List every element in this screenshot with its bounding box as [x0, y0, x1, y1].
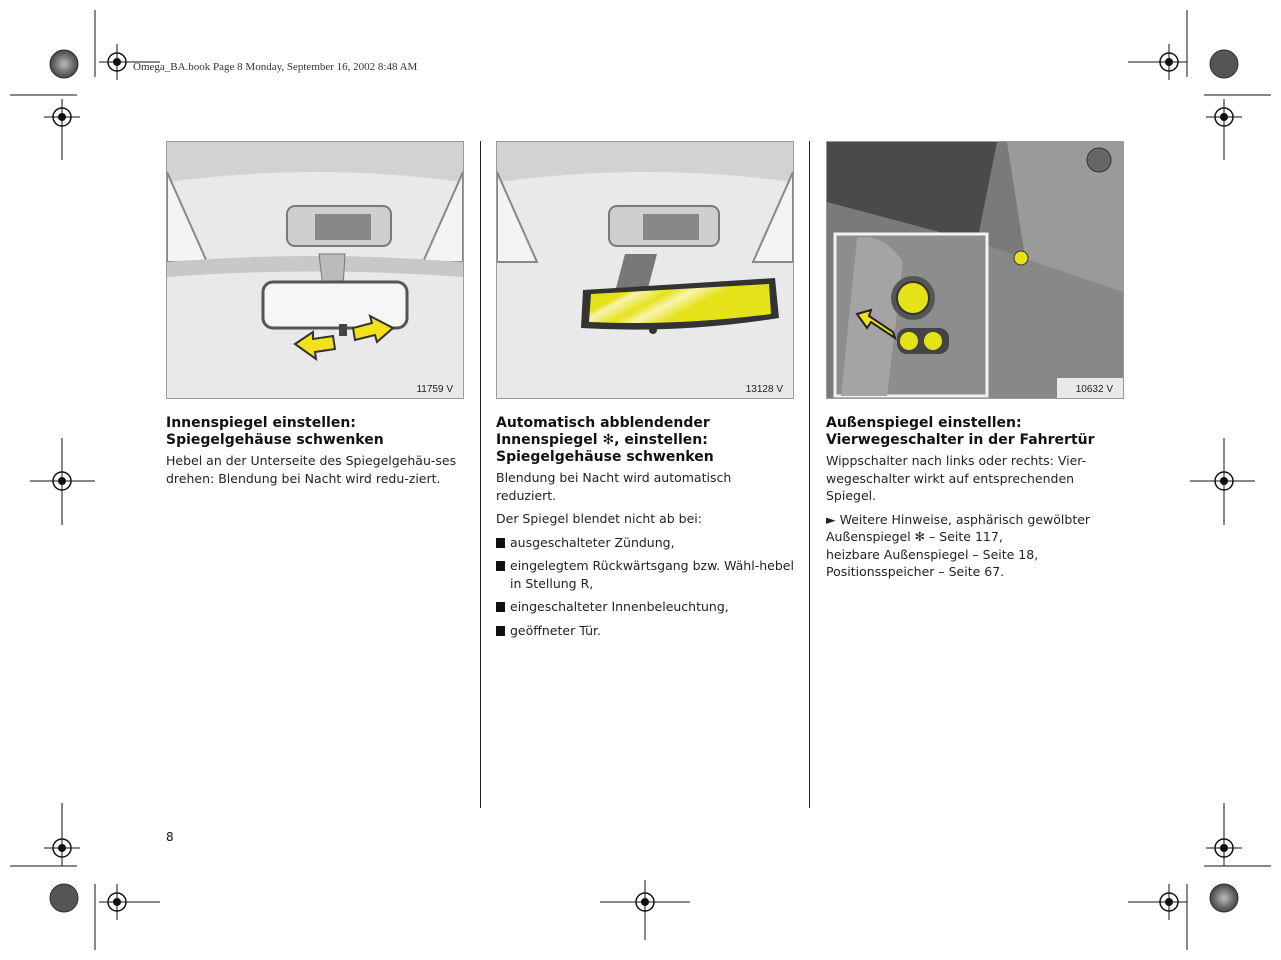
section-heading: Innenspiegel einstellen: Spiegelgehäuse schwenken	[166, 415, 384, 448]
list-item: geöffneter Tür.	[496, 622, 794, 640]
page-number: 8	[166, 830, 174, 844]
bullet-square-icon	[496, 561, 505, 571]
section-body	[826, 452, 1124, 581]
paragraph: Positionsspeicher – Seite 67.	[826, 564, 1005, 579]
figure-interior-mirror	[166, 141, 464, 399]
column-divider	[480, 141, 481, 808]
paragraph: Blendung bei Nacht wird automatisch reduziert.	[496, 470, 732, 503]
column-interior-mirror	[166, 141, 464, 493]
figure-exterior-mirror-switch	[826, 141, 1124, 399]
print-header: Omega_BA.book Page 8 Monday, September 16, 2002 8:48 AM	[133, 61, 418, 73]
bullet-square-icon	[496, 602, 505, 612]
paragraph: Wippschalter nach links oder rechts: Vier-wegeschalter wirkt auf entsprechenden Spiegel.	[826, 453, 1087, 503]
section-heading: Außenspiegel einstellen: Vierwegeschalter in der Fahrertür	[826, 415, 1095, 448]
bullet-square-icon	[496, 538, 505, 548]
paragraph: ► Weitere Hinweise, asphärisch gewölbter Außenspiegel ✻ – Seite 117,	[826, 511, 1091, 544]
column-auto-dimming-mirror	[496, 141, 794, 645]
figure-code: 11759 V	[416, 384, 453, 395]
section-heading: Automatisch abblendender Innenspiegel ✻, einstellen: Spiegelgehäuse schwenken	[496, 415, 714, 465]
section-body	[166, 452, 464, 487]
column-divider	[809, 141, 810, 808]
figure-code: 10632 V	[1075, 384, 1113, 395]
paragraph: Hebel an der Unterseite des Spiegelgehäu-ses drehen: Blendung bei Nacht wird redu-ziert.	[166, 453, 457, 486]
list-item: ausgeschalteter Zündung,	[496, 534, 794, 552]
color-calibration-disc-icon	[50, 884, 78, 912]
paragraph: Der Spiegel blendet nicht ab bei:	[496, 511, 702, 526]
paragraph: heizbare Außenspiegel – Seite 18,	[826, 546, 1039, 562]
color-calibration-disc-icon	[1210, 884, 1238, 912]
figure-code: 13128 V	[745, 384, 783, 395]
list-item: eingeschalteter Innenbeleuchtung,	[496, 598, 794, 616]
color-calibration-disc-icon	[50, 50, 78, 78]
section-body	[496, 469, 794, 639]
figure-auto-dimming-mirror	[496, 141, 794, 399]
list-item: eingelegtem Rückwärtsgang bzw. Wähl-hebel in Stellung R,	[496, 557, 794, 592]
bullet-square-icon	[496, 626, 505, 636]
color-calibration-disc-icon	[1210, 50, 1238, 78]
column-exterior-mirror	[826, 141, 1124, 581]
